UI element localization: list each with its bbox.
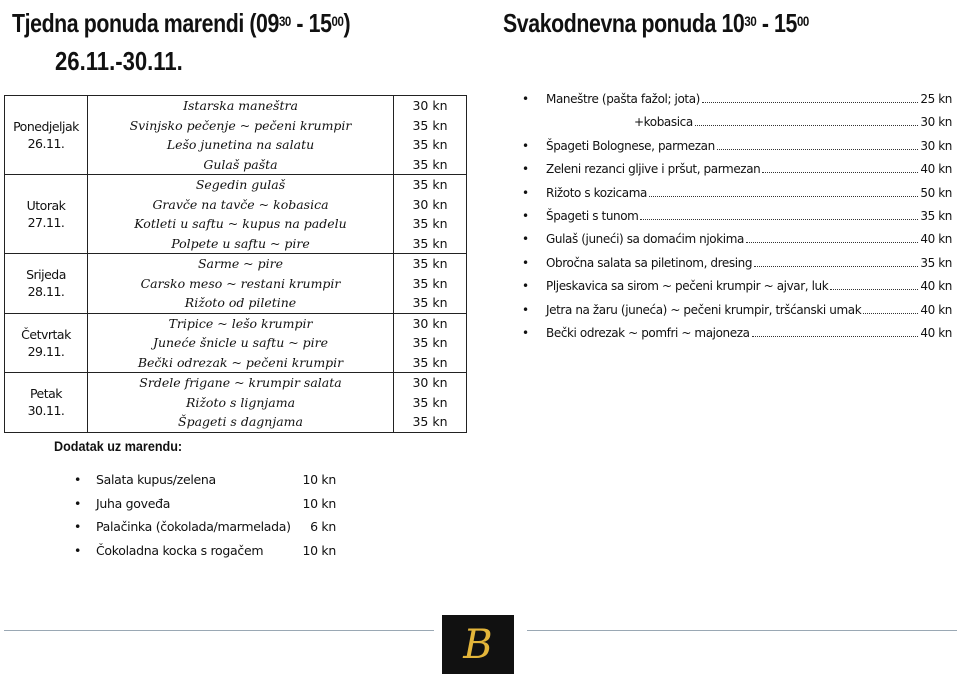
daily-item-price: 40 kn bbox=[920, 232, 952, 247]
day-row bbox=[5, 313, 467, 373]
daily-item-price: 35 kn bbox=[920, 209, 952, 223]
bullet: • bbox=[74, 495, 82, 511]
dish-name: Istarska maneštra bbox=[183, 98, 298, 113]
daily-item bbox=[522, 279, 952, 299]
bullet: • bbox=[522, 138, 529, 153]
day-date: 27.11. bbox=[27, 215, 65, 230]
prices-cell bbox=[394, 254, 467, 314]
daily-item-name: Bečki odrezak ~ pomfri ~ majoneza bbox=[546, 326, 750, 340]
dish-price: 35 kn bbox=[412, 354, 448, 370]
weekly-title: Tjedna ponuda marendi $(09^{30} - 15^{00})$ bbox=[12, 8, 351, 38]
daily-item-name: Rižoto s kozicama bbox=[546, 185, 647, 200]
daily-item-name: Zeleni rezanci gljive i pršut, parmezan bbox=[546, 162, 761, 177]
dish-name: Sarme ~ pire bbox=[197, 256, 284, 271]
footer-divider-right bbox=[527, 630, 957, 631]
dot-leader bbox=[649, 186, 918, 197]
dish-price: 35 kn bbox=[412, 235, 448, 251]
addon-price: 10 kn bbox=[302, 542, 336, 558]
day-row bbox=[5, 373, 467, 433]
dish-price: 35 kn bbox=[412, 256, 448, 271]
bullet: • bbox=[522, 232, 529, 247]
dot-leader bbox=[695, 115, 919, 126]
dish-name: Gravče na tavče ~ kobasica bbox=[152, 196, 329, 212]
daily-item bbox=[522, 115, 952, 135]
day-name: Petak bbox=[29, 386, 63, 402]
bullet: • bbox=[522, 326, 529, 340]
daily-item bbox=[522, 256, 952, 276]
addon-name: Juha goveđa bbox=[96, 495, 171, 511]
day-name: Ponedjeljak bbox=[13, 119, 79, 134]
dish-price: 35 kn bbox=[412, 137, 448, 152]
daily-item-name: Maneštre (pašta fažol; jota) bbox=[546, 92, 700, 106]
day-cell bbox=[5, 96, 88, 175]
dish-name: Srdele frigane ~ krumpir salata bbox=[139, 375, 342, 390]
daily-item-price: 30 kn bbox=[920, 138, 952, 153]
day-date: 29.11. bbox=[27, 343, 65, 359]
dishes-cell bbox=[88, 313, 394, 373]
daily-item-name: Jetra na žaru (juneća) ~ pečeni krumpir, tršćanski umak bbox=[546, 302, 862, 317]
dish-name: Gulaš pašta bbox=[203, 156, 278, 172]
dish-price: 30 kn bbox=[412, 375, 448, 390]
daily-item-name: +kobasica bbox=[634, 115, 693, 130]
prices-cell bbox=[394, 96, 467, 175]
dish-name: Kotleti u saftu ~ kupus na padelu bbox=[134, 216, 347, 231]
dot-leader bbox=[702, 92, 918, 103]
dish-price: 35 kn bbox=[412, 394, 448, 410]
daily-item-price: 30 kn bbox=[920, 115, 952, 130]
daily-item-name: Špageti Bolognese, parmezan bbox=[546, 138, 715, 153]
daily-item-name: Špageti s tunom bbox=[546, 209, 639, 223]
daily-item bbox=[522, 92, 952, 112]
daily-item-price: 50 kn bbox=[920, 185, 952, 200]
day-cell bbox=[5, 175, 88, 254]
addon-price: 10 kn bbox=[302, 472, 336, 487]
addon-item bbox=[74, 472, 336, 492]
daily-item-price: 40 kn bbox=[920, 162, 952, 177]
dishes-cell bbox=[88, 254, 394, 314]
daily-item bbox=[522, 162, 952, 182]
day-name: Utorak bbox=[26, 198, 66, 213]
logo-letter: B bbox=[463, 621, 493, 668]
daily-item-name: Pljeskavica sa sirom ~ pečeni krumpir ~ ajvar, luk bbox=[546, 279, 829, 294]
footer-divider-left bbox=[4, 630, 434, 631]
day-name: Četvrtak bbox=[21, 326, 71, 342]
daily-item bbox=[522, 232, 952, 252]
dish-name: Carsko meso ~ restani krumpir bbox=[140, 275, 341, 291]
day-cell bbox=[5, 254, 88, 314]
daily-item-price: 25 kn bbox=[920, 92, 952, 106]
daily-item bbox=[522, 139, 952, 159]
day-cell bbox=[5, 313, 88, 373]
dot-leader bbox=[754, 256, 918, 267]
addon-item bbox=[74, 543, 336, 563]
dishes-cell bbox=[88, 373, 394, 433]
daily-item bbox=[522, 303, 952, 323]
dish-price: 35 kn bbox=[412, 117, 448, 133]
dish-name: Tripice ~ lešo krumpir bbox=[168, 315, 313, 331]
dish-name: Špageti s dagnjama bbox=[178, 414, 303, 429]
dot-leader bbox=[746, 232, 918, 243]
dish-price: 30 kn bbox=[412, 315, 448, 331]
day-cell bbox=[5, 373, 88, 433]
addon-name: Čokoladna kocka s rogačem bbox=[96, 542, 264, 558]
daily-item-price: 40 kn bbox=[920, 326, 952, 340]
dish-name: Juneće šnicle u saftu ~ pire bbox=[152, 335, 329, 350]
day-date: 30.11. bbox=[27, 403, 65, 419]
addon-name: Salata kupus/zelena bbox=[96, 472, 216, 487]
day-date: 28.11. bbox=[27, 284, 65, 300]
dot-leader bbox=[863, 303, 918, 314]
addon-price: 10 kn bbox=[302, 495, 336, 511]
daily-item-name: Gulaš (juneći) sa domaćim njokima bbox=[546, 232, 744, 247]
dish-name: Svinjsko pečenje ~ pečeni krumpir bbox=[129, 117, 352, 133]
addon-price: 6 kn bbox=[310, 519, 336, 534]
prices-cell bbox=[394, 373, 467, 433]
daily-item bbox=[522, 326, 952, 346]
addon-item bbox=[74, 496, 336, 516]
bullet: • bbox=[522, 162, 529, 177]
dot-leader bbox=[640, 209, 918, 220]
dish-price: 35 kn bbox=[412, 414, 448, 429]
dish-price: 30 kn bbox=[412, 196, 448, 212]
dish-price: 35 kn bbox=[412, 156, 448, 172]
prices-cell bbox=[394, 175, 467, 254]
dish-name: Rižoto s lignjama bbox=[185, 394, 296, 410]
bullet: • bbox=[522, 209, 529, 223]
dish-name: Polpete u saftu ~ pire bbox=[171, 235, 310, 251]
bullet: • bbox=[522, 185, 529, 200]
dish-name: Segedin gulaš bbox=[195, 177, 286, 192]
bullet: • bbox=[522, 255, 529, 270]
dishes-cell bbox=[88, 175, 394, 254]
dot-leader bbox=[752, 326, 919, 337]
prices-cell bbox=[394, 313, 467, 373]
dish-price: 35 kn bbox=[412, 177, 448, 192]
bullet: • bbox=[522, 279, 529, 294]
dot-leader bbox=[830, 279, 918, 290]
daily-item bbox=[522, 209, 952, 229]
dish-name: Bečki odrezak ~ pečeni krumpir bbox=[137, 354, 344, 370]
dish-name: Rižoto od piletine bbox=[184, 295, 297, 310]
dish-name: Lešo junetina na salatu bbox=[166, 137, 315, 152]
addon-item bbox=[74, 519, 336, 539]
dish-price: 35 kn bbox=[412, 216, 448, 231]
addons-title: Dodatak uz marendu: bbox=[54, 438, 183, 454]
daily-item bbox=[522, 186, 952, 206]
day-row bbox=[5, 175, 467, 254]
daily-item-price: 40 kn bbox=[920, 279, 952, 294]
dish-price: 35 kn bbox=[412, 295, 448, 310]
day-row bbox=[5, 96, 467, 175]
bullet: • bbox=[74, 542, 82, 558]
addon-name: Palačinka (čokolada/marmelada) bbox=[96, 519, 291, 534]
day-date: 26.11. bbox=[27, 136, 65, 151]
bullet: • bbox=[522, 92, 529, 106]
dishes-cell bbox=[88, 96, 394, 175]
daily-title: Svakodnevna ponuda $10^{30} - 15^{00}$ bbox=[503, 8, 809, 38]
weekly-menu-table bbox=[4, 95, 467, 433]
bullet: • bbox=[74, 519, 82, 534]
weekly-dates: 26.11.-30.11. bbox=[55, 46, 183, 76]
dot-leader bbox=[717, 139, 919, 150]
dish-price: 35 kn bbox=[412, 275, 448, 291]
bullet: • bbox=[522, 302, 529, 317]
dish-price: 30 kn bbox=[412, 98, 448, 113]
daily-item-price: 35 kn bbox=[920, 255, 952, 270]
dish-price: 35 kn bbox=[412, 335, 448, 350]
brand-logo bbox=[442, 615, 514, 674]
bullet: • bbox=[74, 472, 82, 487]
day-name: Srijeda bbox=[26, 267, 66, 283]
daily-item-name: Obročna salata sa piletinom, dresing bbox=[546, 255, 753, 270]
day-row bbox=[5, 254, 467, 314]
dot-leader bbox=[762, 162, 918, 173]
daily-item-price: 40 kn bbox=[920, 302, 952, 317]
